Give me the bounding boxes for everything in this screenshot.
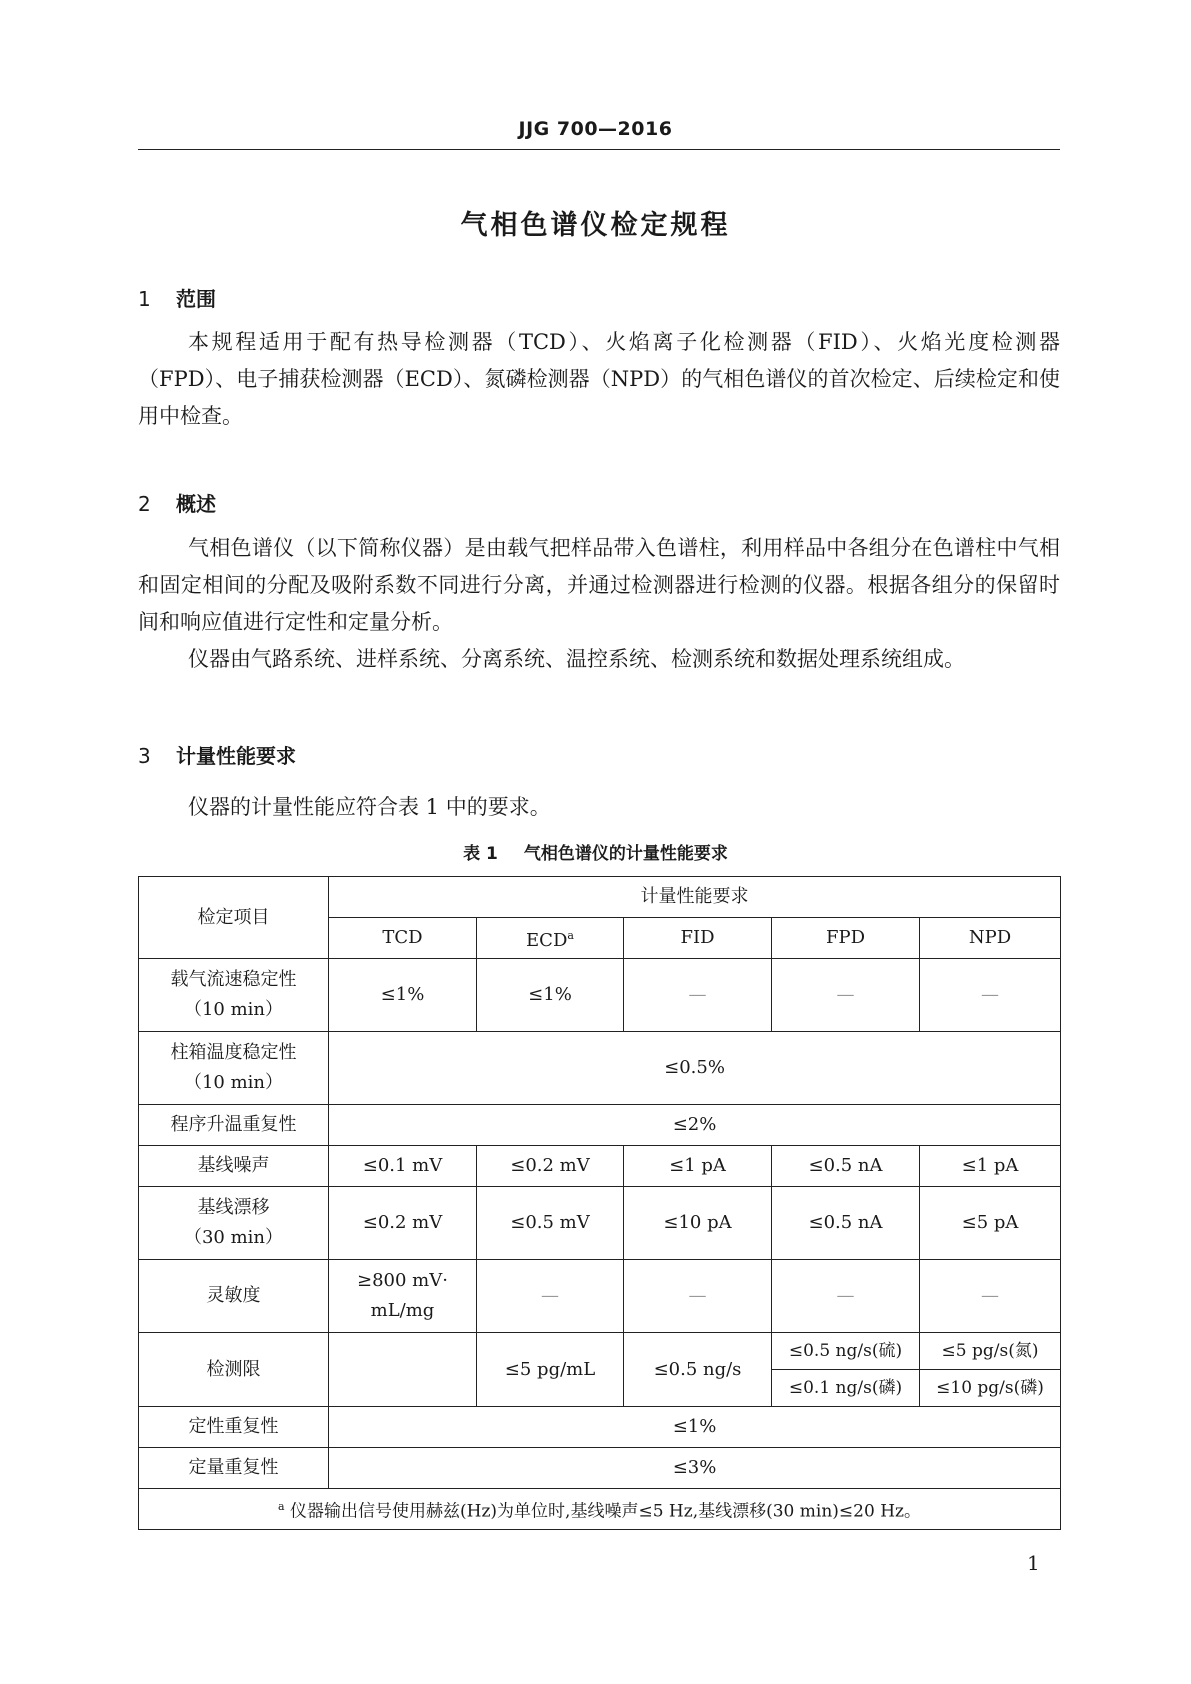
table-row [139,959,1061,1032]
cell-ecd: ≤5 pg/mL [477,1333,624,1407]
page-number: 1 [1027,1551,1040,1575]
header-ecd-label: ECD [526,929,568,951]
standard-code: JJG 700—2016 [518,118,673,140]
cell-all: ≤1% [329,1407,1061,1448]
cell-ecd: ≤0.2 mV [477,1146,624,1187]
table-row [139,1187,1061,1260]
row-label-main: 载气流速稳定性 [170,969,297,990]
row-label [139,1187,329,1260]
table-row [139,1333,1061,1370]
row-label-main: 基线漂移 [197,1197,270,1218]
cell-npd: — [920,959,1061,1032]
cell-fid: — [624,1260,772,1333]
cell-fpd: ≤0.5 nA [772,1187,920,1260]
document-title: 气相色谱仪检定规程 [460,210,731,241]
cell-npd: — [920,1260,1061,1333]
section-title: 概述 [176,492,216,516]
cell-tcd: ≤1% [329,959,477,1032]
cell-fid: — [624,959,772,1032]
section-number: 2 [138,492,151,516]
row-label: 定量重复性 [139,1448,329,1489]
row-label [139,1032,329,1105]
cell-all: ≤0.5% [329,1032,1061,1105]
row-label-sub: （10 min） [183,1072,284,1093]
footnote-mark: a [278,1499,285,1513]
row-label-sub: （10 min） [183,999,284,1020]
row-label-sub: （30 min） [183,1227,284,1248]
row-label: 灵敏度 [139,1260,329,1333]
table-caption-text: 气相色谱仪的计量性能要求 [523,844,728,864]
header-rule [138,149,1060,150]
footnote-text: 仪器输出信号使用赫兹(Hz)为单位时,基线噪声≤5 Hz,基线漂移(30 min)≤20 Hz。 [290,1501,921,1522]
section-2-heading [138,488,216,517]
cell-all: ≤2% [329,1105,1061,1146]
table-caption-number: 表 1 [463,844,498,864]
cell-all: ≤3% [329,1448,1061,1489]
cell-fid: ≤10 pA [624,1187,772,1260]
row-label [139,959,329,1032]
table-footnote [139,1489,1061,1530]
cell-ecd: — [477,1260,624,1333]
cell-npd-phosphorus: ≤10 pg/s(磷) [920,1370,1061,1407]
row-label: 基线噪声 [139,1146,329,1187]
cell-fid: ≤0.5 ng/s [624,1333,772,1407]
section-3-paragraph: 仪器的计量性能应符合表 1 中的要求。 [188,795,551,819]
cell-fpd: ≤0.5 nA [772,1146,920,1187]
header-item: 检定项目 [139,877,329,959]
table-header-row [139,877,1061,918]
cell-npd: ≤5 pA [920,1187,1061,1260]
section-title: 范围 [176,287,216,311]
table-caption [0,839,1191,864]
cell-ecd: ≤0.5 mV [477,1187,624,1260]
cell-tcd-line-2: mL/mg [370,1300,435,1321]
table-row [139,1032,1061,1105]
table-row [139,1105,1061,1146]
section-1-heading [138,283,216,312]
requirements-table [138,876,1061,1530]
row-label-main: 柱箱温度稳定性 [170,1042,297,1063]
footnote-mark: a [567,928,574,942]
row-label: 检测限 [139,1333,329,1407]
section-2-paragraph-1: 气相色谱仪（以下简称仪器）是由载气把样品带入色谱柱，利用样品中各组分在色谱柱中气相和固定相间的分配及吸附系数不同进行分离，并通过检测器进行检测的仪器。根据各组分的保留时间和响应值进行定性和定量分析。 [138,536,1060,634]
header-tcd: TCD [329,918,477,959]
table-row [139,1260,1061,1333]
header-ecd [477,918,624,959]
cell-ecd: ≤1% [477,959,624,1032]
section-2-paragraph-2: 仪器由气路系统、进样系统、分离系统、温控系统、检测系统和数据处理系统组成。 [188,647,965,671]
section-number: 3 [138,744,151,768]
cell-tcd [329,1333,477,1407]
header-fpd: FPD [772,918,920,959]
section-number: 1 [138,287,151,311]
cell-tcd: ≤0.2 mV [329,1187,477,1260]
cell-tcd: ≤0.1 mV [329,1146,477,1187]
header-fid: FID [624,918,772,959]
section-title: 计量性能要求 [176,744,296,768]
cell-npd-nitrogen: ≤5 pg/s(氮) [920,1333,1061,1370]
header-group: 计量性能要求 [329,877,1061,918]
table-row [139,1407,1061,1448]
section-1-paragraph: 本规程适用于配有热导检测器（TCD）、火焰离子化检测器（FID）、火焰光度检测器（FPD）、电子捕获检测器（ECD）、氮磷检测器（NPD）的气相色谱仪的首次检定、后续检定和使用中检查。 [138,330,1060,428]
cell-fpd-sulfur: ≤0.5 ng/s(硫) [772,1333,920,1370]
header-npd: NPD [920,918,1061,959]
section-3-heading [138,740,296,769]
cell-fpd-phosphorus: ≤0.1 ng/s(磷) [772,1370,920,1407]
table-row [139,1448,1061,1489]
table-row [139,1146,1061,1187]
cell-npd: ≤1 pA [920,1146,1061,1187]
cell-fpd: — [772,1260,920,1333]
row-label: 定性重复性 [139,1407,329,1448]
table-footnote-row [139,1489,1061,1530]
row-label: 程序升温重复性 [139,1105,329,1146]
cell-fid: ≤1 pA [624,1146,772,1187]
cell-tcd [329,1260,477,1333]
cell-fpd: — [772,959,920,1032]
cell-tcd-line-1: ≥800 mV· [357,1270,448,1291]
